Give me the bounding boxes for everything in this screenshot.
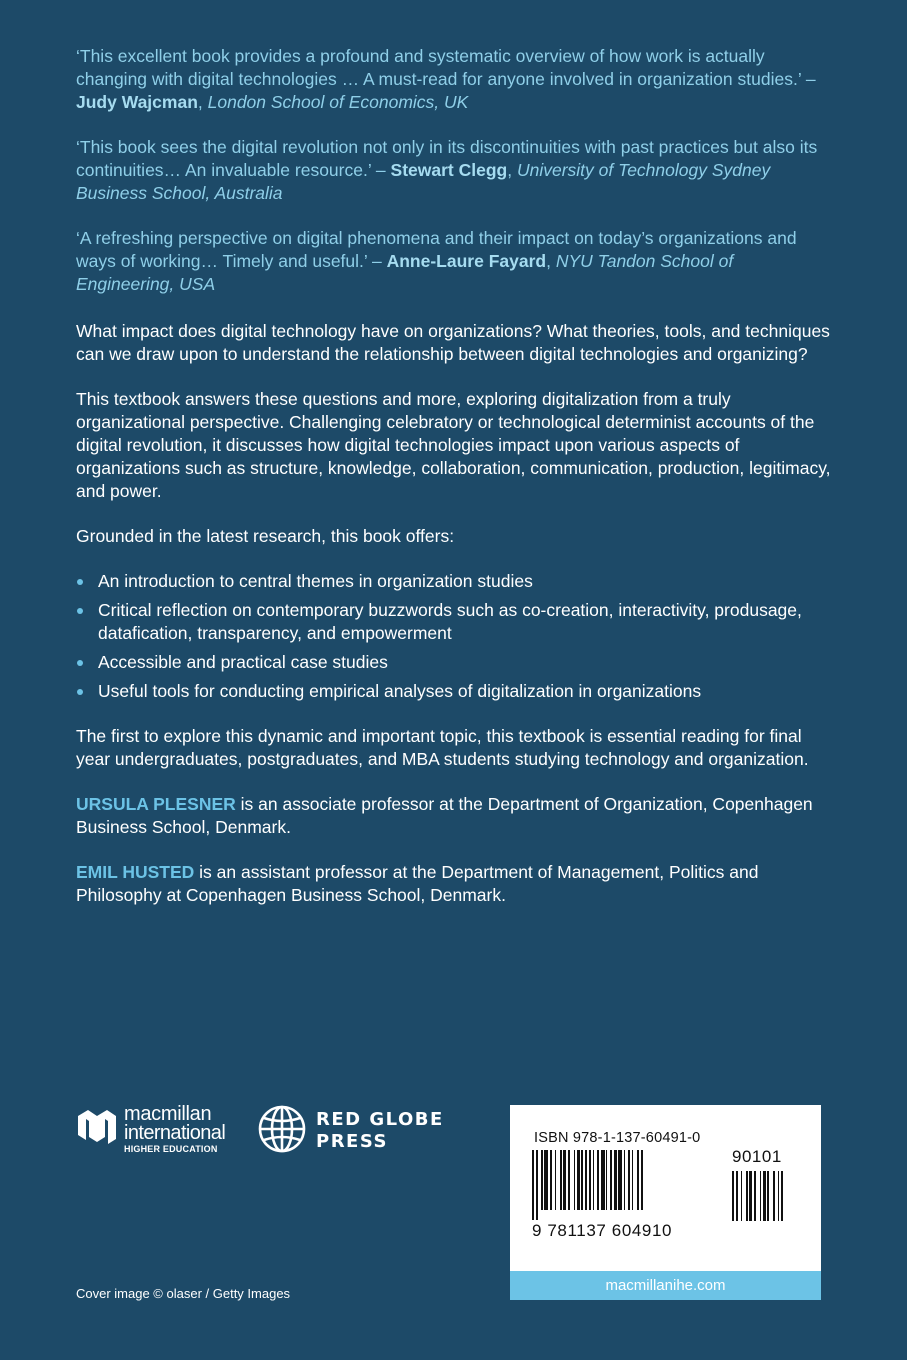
list-item: Critical reflection on contemporary buzzwords such as co-creation, interactivity, produsage, datafication, transparency, and empowerment: [76, 599, 836, 645]
macmillan-wordmark: macmillan international HIGHER EDUCATION: [124, 1103, 226, 1154]
price-code: 90101: [732, 1147, 782, 1166]
publisher-logos: [76, 1102, 456, 1162]
isbn-number: ISBN 978-1-137-60491-0: [534, 1130, 701, 1146]
bullet-icon: [77, 660, 83, 666]
endorser-affiliation: NYU Tandon School of Engineering, USA: [76, 251, 734, 294]
barcode-panel: [510, 1105, 821, 1300]
endorsement-quote: ‘This excellent book provides a profound and systematic overview of how work is actually changing with digital technologies … A must-read for anyone involved in organization studies.’ – Judy Wajcman, London School of Economics, UK: [76, 46, 816, 112]
offers-heading: Grounded in the latest research, this book offers:: [76, 526, 455, 546]
endorser-affiliation: London School of Economics, UK: [207, 92, 469, 112]
endorser-name: Anne-Laure Fayard: [386, 251, 547, 271]
bullet-icon: [77, 689, 83, 695]
author-bio: URSULA PLESNER is an associate professor at the Department of Organization, Copenhagen Business School, Denmark.: [76, 794, 813, 837]
website-bar: [510, 1271, 821, 1300]
globe-icon: [257, 1104, 307, 1154]
list-item: Useful tools for conducting empirical analyses of digitalization in organizations: [76, 680, 836, 703]
bullet-icon: [77, 579, 83, 585]
cover-image-credit: Cover image © olaser / Getty Images: [76, 1286, 291, 1301]
blurb: [76, 320, 836, 929]
blurb-intro: What impact does digital technology have on organizations? What theories, tools, and techniques can we draw upon to understand the relationship between digital technologies and organizing?: [76, 321, 830, 364]
audience-statement: The first to explore this dynamic and important topic, this textbook is essential reading for final year undergraduates, postgraduates, and MBA students studying technology and organization.: [76, 726, 809, 769]
endorsements: [76, 45, 836, 318]
endorser-name: Judy Wajcman: [76, 92, 198, 112]
author-bio: EMIL HUSTED is an assistant professor at the Department of Management, Politics and Philosophy at Copenhagen Business School, Denmark.: [76, 862, 759, 905]
bullet-icon: [77, 608, 83, 614]
ean-digits: 9 781137 604910: [532, 1221, 673, 1240]
endorser-name: Stewart Clegg: [390, 160, 508, 180]
macmillan-logo-icon: [76, 1106, 118, 1144]
endorsement-quote: ‘This book sees the digital revolution not only in its discontinuities with past practices but also its continuities… An invaluable resource.’ – Stewart Clegg, University of Technology Sydney Business School, Australia: [76, 137, 818, 203]
offers-list: [76, 570, 836, 703]
author-name: EMIL HUSTED: [76, 862, 195, 882]
price-barcode-icon: [732, 1171, 794, 1223]
endorser-affiliation: University of Technology Sydney Business School, Australia: [76, 160, 771, 203]
red-globe-press-wordmark: RED GLOBE PRESS: [316, 1109, 444, 1152]
blurb-description: This textbook answers these questions and more, exploring digitalization from a truly organizational perspective. Challenging celebratory or technological determinist accounts of the digital revolution, it discusses how digital technologies impact upon various aspects of organizations such as structure, knowledge, collaboration, communication, production, legitimacy, and power.: [76, 389, 831, 501]
endorsement-quote: ‘A refreshing perspective on digital phenomena and their impact on today’s organizations and ways of working… Timely and useful.’ – Anne-Laure Fayard, NYU Tandon School of Engineering, USA: [76, 228, 797, 294]
barcode-icon: [532, 1150, 722, 1222]
list-item: An introduction to central themes in organization studies: [76, 570, 836, 593]
website-url: macmillanihe.com: [605, 1277, 726, 1294]
author-name: URSULA PLESNER: [76, 794, 236, 814]
list-item: Accessible and practical case studies: [76, 651, 836, 674]
